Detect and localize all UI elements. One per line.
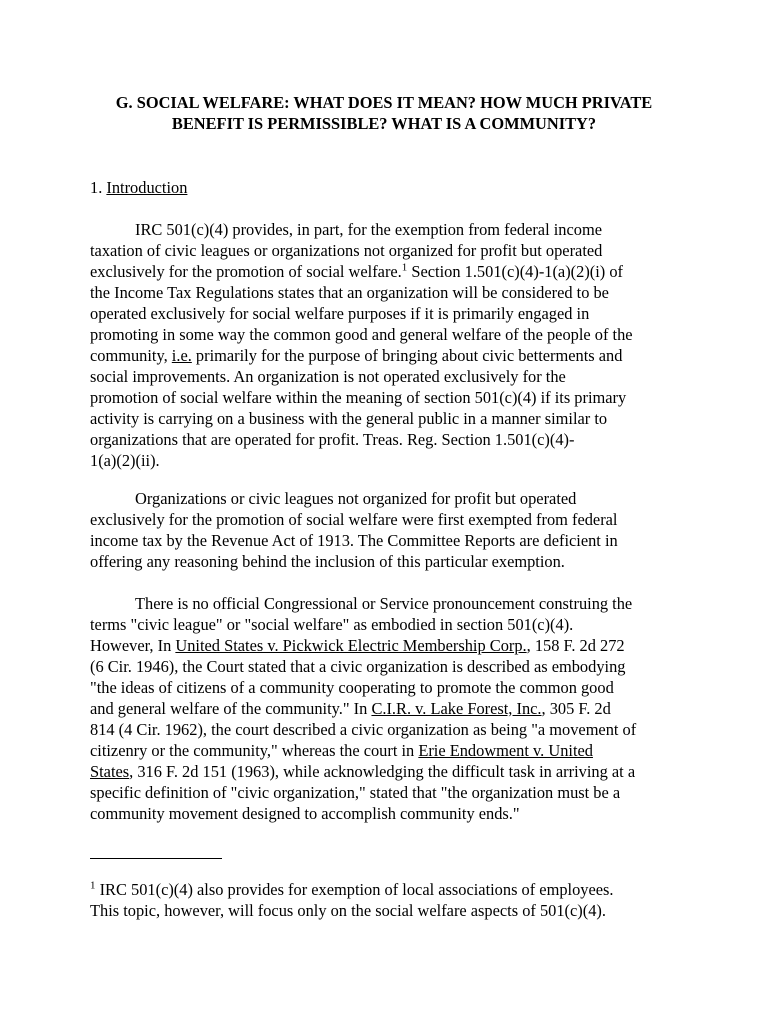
- footnote-reference: 1: [401, 261, 408, 274]
- footnote-divider: [90, 858, 222, 859]
- text-line: 814 (4 Cir. 1962), the court described a civic organization as being "a movement of: [90, 720, 637, 739]
- case-citation: United States v. Pickwick Electric Membership Corp.: [175, 636, 527, 655]
- text-line: taxation of civic leagues or organizations not organized for profit but operated: [90, 241, 603, 260]
- text-line: terms "civic league" or "social welfare" as embodied in section 501(c)(4).: [90, 615, 574, 634]
- case-citation: Erie Endowment v. United: [418, 741, 593, 760]
- text-line: the Income Tax Regulations states that an organization will be considered to be: [90, 283, 609, 302]
- text-line: IRC 501(c)(4) provides, in part, for the exemption from federal income: [135, 220, 602, 239]
- text-span: and general welfare of the community." In: [90, 699, 372, 718]
- text-span: exclusively for the promotion of social welfare.: [90, 262, 402, 281]
- text-line: [90, 261, 710, 282]
- text-line: There is no official Congressional or Service pronouncement construing the: [135, 594, 633, 613]
- text-line: community movement designed to accomplish community ends.": [90, 804, 520, 823]
- text-line: [90, 740, 710, 761]
- text-line: activity is carrying on a business with the general public in a manner similar to: [90, 409, 608, 428]
- underlined-term: i.e.: [171, 346, 192, 365]
- text-line: [90, 698, 710, 719]
- text-line: [90, 879, 710, 900]
- text-line: social improvements. An organization is not operated exclusively for the: [90, 367, 566, 386]
- text-line: [90, 635, 710, 656]
- text-line: "the ideas of citizens of a community cooperating to promote the common good: [90, 678, 614, 697]
- text-line: specific definition of "civic organization," stated that "the organization must be a: [90, 783, 621, 802]
- text-span: primarily for the purpose of bringing about civic betterments and: [191, 346, 623, 365]
- text-span: community,: [90, 346, 172, 365]
- text-span: , 305 F. 2d: [541, 699, 611, 718]
- title-line-2: BENEFIT IS PERMISSIBLE? WHAT IS A COMMUNITY?: [171, 114, 597, 133]
- text-line: This topic, however, will focus only on the social welfare aspects of 501(c)(4).: [90, 901, 606, 920]
- text-span: , 316 F. 2d 151 (1963), while acknowledging the difficult task in arriving at a: [129, 762, 636, 781]
- paragraph-2: [90, 488, 710, 572]
- text-line: operated exclusively for social welfare purposes if it is primarily engaged in: [90, 304, 590, 323]
- text-span: Section 1.501(c)(4)-1(a)(2)(i) of: [407, 262, 624, 281]
- paragraph-1: [90, 219, 710, 471]
- title-line-1: G. SOCIAL WELFARE: WHAT DOES IT MEAN? HOW MUCH PRIVATE: [115, 93, 653, 112]
- text-span: , 158 F. 2d 272: [526, 636, 625, 655]
- text-line: [90, 345, 710, 366]
- page-title: [60, 92, 708, 134]
- text-span: However, In: [90, 636, 176, 655]
- footnote: [90, 879, 710, 921]
- text-line: [90, 761, 710, 782]
- text-line: (6 Cir. 1946), the Court stated that a civic organization is described as embodying: [90, 657, 626, 676]
- text-line: promotion of social welfare within the meaning of section 501(c)(4) if its primary: [90, 388, 627, 407]
- text-span: IRC 501(c)(4) also provides for exemption of local associations of employees.: [95, 880, 614, 899]
- text-line: 1(a)(2)(ii).: [90, 451, 160, 470]
- text-line: exclusively for the promotion of social welfare were first exempted from federal: [90, 510, 618, 529]
- text-line: organizations that are operated for profit. Treas. Reg. Section 1.501(c)(4)-: [90, 430, 575, 449]
- text-line: offering any reasoning behind the inclusion of this particular exemption.: [90, 552, 565, 571]
- section-number: 1.: [90, 178, 107, 197]
- section-title: Introduction: [106, 178, 188, 197]
- case-citation: C.I.R. v. Lake Forest, Inc.: [371, 699, 542, 718]
- section-heading: [90, 177, 187, 198]
- text-line: Organizations or civic leagues not organized for profit but operated: [135, 489, 577, 508]
- text-line: income tax by the Revenue Act of 1913. The Committee Reports are deficient in: [90, 531, 618, 550]
- case-citation: States: [90, 762, 130, 781]
- text-span: citizenry or the community," whereas the court in: [90, 741, 419, 760]
- paragraph-3: [90, 593, 710, 824]
- text-line: promoting in some way the common good and general welfare of the people of the: [90, 325, 633, 344]
- footnote-mark: 1: [90, 879, 96, 892]
